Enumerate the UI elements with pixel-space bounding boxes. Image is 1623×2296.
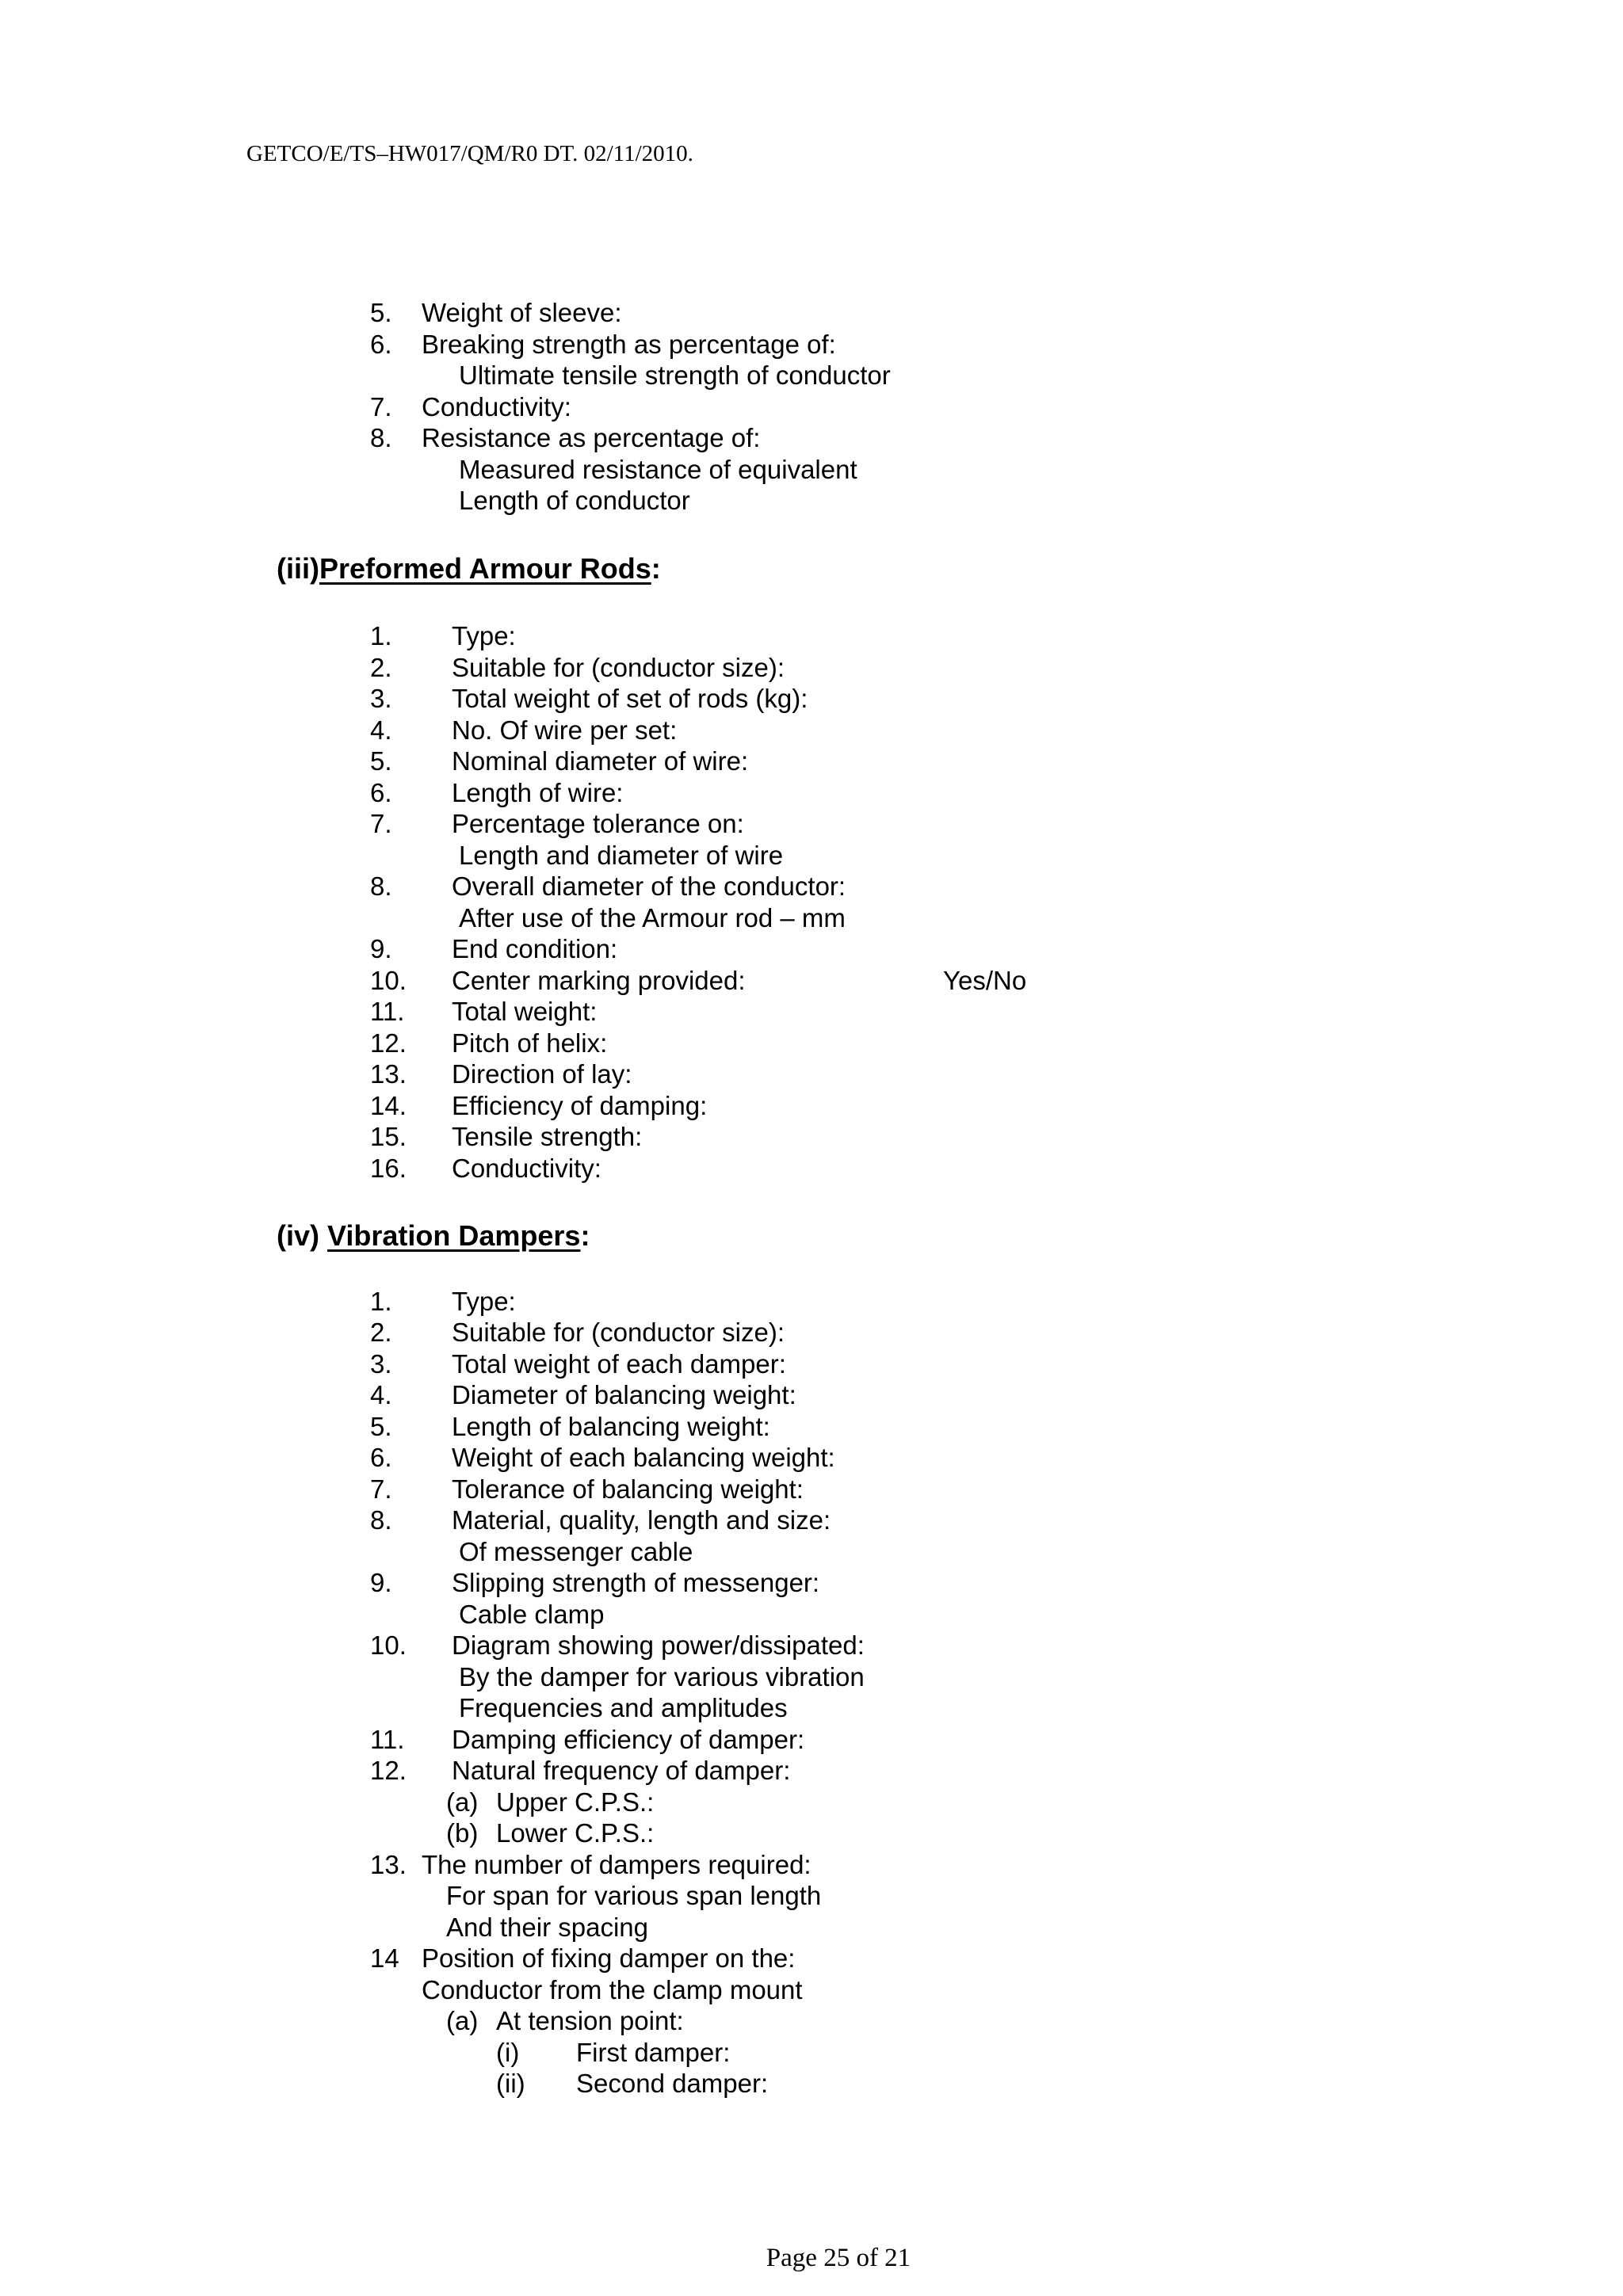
answer-value: Yes/No [943,966,1027,995]
list-item: Damping efficiency of damper: [452,1725,805,1754]
sub-item-label: (a) [446,2006,479,2035]
page-number-footer: Page 25 of 21 [766,2244,911,2272]
list-item: Direction of lay: [452,1059,632,1089]
list-number: 4. [370,1380,392,1409]
list-item-continuation: By the damper for various vibration [459,1662,865,1691]
list-number: 5. [370,1412,392,1441]
list-item: Material, quality, length and size: [452,1505,831,1535]
list-item: Natural frequency of damper: [452,1756,791,1785]
list-number: 6. [370,778,392,807]
list-item-continuation: Conductor from the clamp mount [422,1975,803,2004]
list-number: 1. [370,621,392,650]
list-number: 8. [370,871,392,901]
heading-colon: : [580,1219,590,1252]
list-number: 10. [370,1630,407,1660]
list-item: Total weight of each damper: [452,1349,786,1379]
list-item-continuation: Length and diameter of wire [459,841,784,870]
list-number: 4. [370,715,392,745]
section-number: (iii) [277,552,319,585]
list-item: Tensile strength: [452,1122,643,1151]
section-heading-iii [277,552,661,585]
sub-sub-item: Second damper: [576,2069,769,2098]
list-number: 14. [370,1091,407,1120]
list-item: Total weight: [452,997,598,1026]
list-number: 7. [370,392,392,421]
list-number: 5. [370,298,392,327]
list-item: Efficiency of damping: [452,1091,708,1120]
list-item: Weight of each balancing weight: [452,1443,835,1472]
list-item: Tolerance of balancing weight: [452,1474,804,1504]
list-number: 10. [370,966,407,995]
list-item: Diagram showing power/dissipated: [452,1630,865,1660]
list-number: 15. [370,1122,407,1151]
sub-item: Lower C.P.S.: [496,1818,655,1848]
list-number: 3. [370,1349,392,1379]
list-item: Type: [452,1287,516,1316]
list-number: 6. [370,1443,392,1472]
section-heading-iv [277,1219,590,1253]
list-item-continuation: Cable clamp [459,1600,605,1629]
list-number: 9. [370,1568,392,1597]
list-number: 1. [370,1287,392,1316]
list-item-continuation: And their spacing [446,1913,648,1942]
list-number: 2. [370,653,392,682]
list-item: No. Of wire per set: [452,715,678,745]
list-item-continuation: Length of conductor [459,486,690,515]
list-number: 6. [370,330,392,359]
list-item: Overall diameter of the conductor: [452,871,846,901]
sub-item-label: (a) [446,1787,479,1817]
list-item: Suitable for (conductor size): [452,1318,785,1347]
list-number: 2. [370,1318,392,1347]
list-item: Slipping strength of messenger: [452,1568,820,1597]
list-number: 8. [370,1505,392,1535]
list-number: 7. [370,1474,392,1504]
list-number: 11. [370,997,405,1026]
list-item: Breaking strength as percentage of: [422,330,836,359]
sub-sub-item-label: (ii) [496,2069,525,2098]
sub-sub-item-label: (i) [496,2038,520,2067]
list-number: 7. [370,809,392,838]
list-item: Conductivity: [422,392,571,421]
list-number: 13. [370,1850,407,1879]
list-item: Position of fixing damper on the: [422,1943,796,1973]
list-item: Conductivity: [452,1154,601,1183]
list-item: The number of dampers required: [422,1850,812,1879]
list-item-continuation: Of messenger cable [459,1537,693,1566]
list-item-continuation: Frequencies and amplitudes [459,1693,788,1722]
list-number: 13. [370,1059,407,1089]
list-item-continuation: Ultimate tensile strength of conductor [459,360,891,390]
list-item: Percentage tolerance on: [452,809,744,838]
sub-sub-item: First damper: [576,2038,731,2067]
sub-item: At tension point: [496,2006,684,2035]
list-item: End condition: [452,934,618,963]
list-item: Weight of sleeve: [422,298,622,327]
list-number: 12. [370,1756,407,1785]
heading-colon: : [651,552,661,585]
list-item: Center marking provided: [452,966,746,995]
list-number: 5. [370,746,392,776]
list-item-continuation: For span for various span length [446,1881,822,1910]
list-item: Diameter of balancing weight: [452,1380,796,1409]
list-item: Pitch of helix: [452,1028,608,1058]
sub-item: Upper C.P.S.: [496,1787,655,1817]
list-number: 11. [370,1725,405,1754]
section-title: Preformed Armour Rods [319,552,651,585]
list-item: Suitable for (conductor size): [452,653,785,682]
list-item: Length of balancing weight: [452,1412,770,1441]
list-item: Resistance as percentage of: [422,423,761,452]
list-item: Total weight of set of rods (kg): [452,684,808,713]
section-number: (iv) [277,1219,319,1252]
list-item-continuation: Measured resistance of equivalent [459,455,857,484]
list-number: 14 [370,1943,399,1973]
sub-item-label: (b) [446,1818,479,1848]
list-item: Nominal diameter of wire: [452,746,749,776]
list-number: 3. [370,684,392,713]
list-item: Type: [452,621,516,650]
list-number: 12. [370,1028,407,1058]
list-number: 9. [370,934,392,963]
list-item-continuation: After use of the Armour rod – mm [459,903,846,933]
list-item: Length of wire: [452,778,624,807]
section-title: Vibration Dampers [327,1219,581,1252]
list-number: 8. [370,423,392,452]
document-header: GETCO/E/TS–HW017/QM/R0 DT. 02/11/2010. [246,141,693,166]
list-number: 16. [370,1154,407,1183]
